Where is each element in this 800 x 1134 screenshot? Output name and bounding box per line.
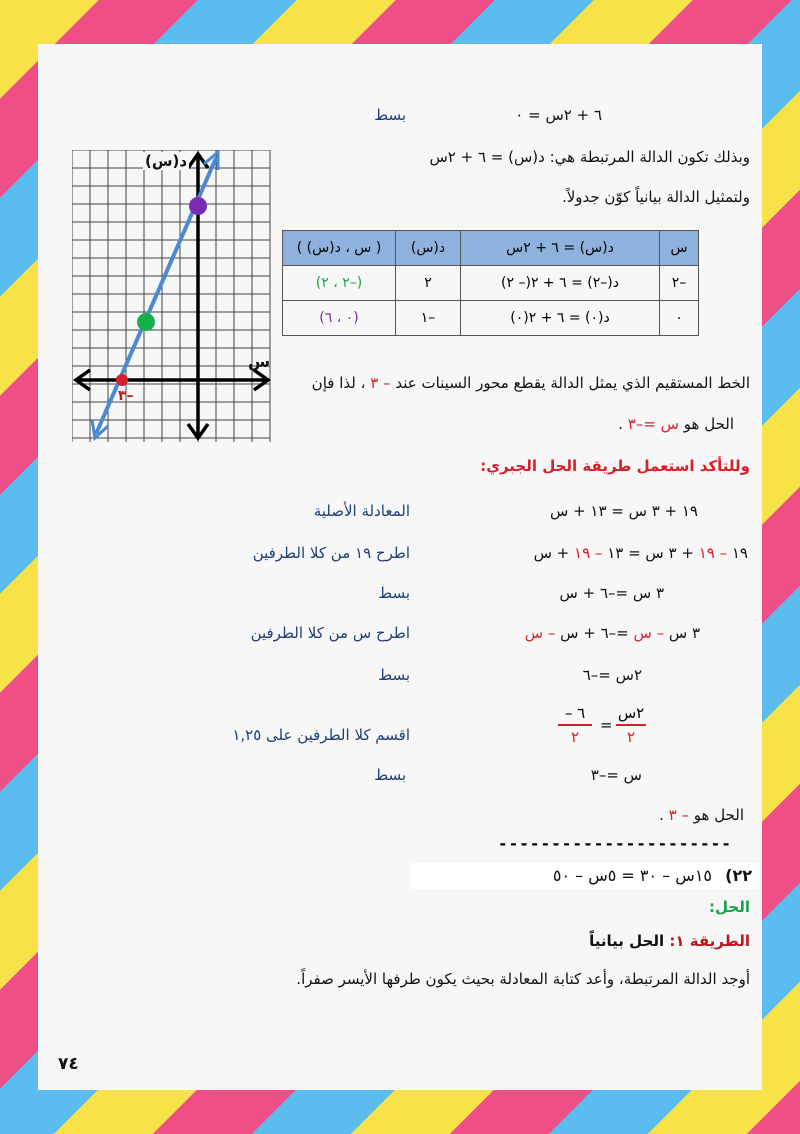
point-table (137, 313, 155, 331)
step-equation: ١٩ + ٣ س = ١٣ + س (549, 502, 698, 520)
table-intro-text: ولتمثيل الدالة بيانياً كوّن جدولاً. (561, 188, 750, 206)
question-equation: ١٥س – ٣٠ = ٥س – ٥٠ (552, 866, 712, 885)
final-answer: الحل هو – ٣ . (659, 806, 744, 824)
step-equation: س =–٣ (590, 766, 642, 784)
table-header: د(س) (396, 231, 461, 266)
step-note: بسط (374, 766, 406, 784)
fraction-right: – ٦ ٢ (558, 704, 592, 746)
table-cell: –١ (396, 301, 461, 336)
equation-line: ٦ + ٢س = ٠ (515, 106, 602, 124)
step-note: بسط (374, 106, 406, 124)
table-cell: ٠ (660, 301, 699, 336)
x-intercept-label: –٣ (118, 388, 134, 404)
y-axis-label: د(س) (145, 152, 188, 170)
table-cell: د(٠) = ٦ + ٢(٠) (461, 301, 660, 336)
page-number: ٧٤ (58, 1054, 79, 1074)
question-number: ٢٢) (725, 866, 752, 885)
related-function-text: وبذلك تكون الدالة المرتبطة هي: د(س) = ٦ + ٢س (429, 148, 750, 166)
step-note: بسط (378, 666, 410, 684)
solution-label: الحل: (709, 898, 750, 916)
step-note: اطرح س من كلا الطرفين (250, 624, 410, 642)
table-header-row (283, 231, 699, 266)
algebra-heading: وللتأكد استعمل طريقة الحل الجبري: (480, 457, 750, 475)
graph-solution: الحل هو س =–٣ . (618, 415, 734, 433)
table-header: س (660, 231, 699, 266)
point-x-intercept (116, 374, 128, 386)
table-cell: (٠ ، ٦) (283, 301, 396, 336)
section-divider: ---------------------- (498, 834, 732, 853)
step-equation: ٣ س =–٦ + س (559, 584, 664, 602)
step-equation: ٣ س – س =–٦ + س – س (524, 624, 700, 642)
table-row (283, 266, 699, 301)
table-cell: (–٢ ، ٢) (283, 266, 396, 301)
graph-grid (72, 150, 270, 442)
step-equation: ١٩ – ١٩ + ٣ س = ١٣ – ١٩ + س (533, 544, 748, 562)
step-note: المعادلة الأصلية (313, 502, 410, 520)
point-y-intercept (189, 197, 207, 215)
table-row (283, 301, 699, 336)
method-heading: الطريقة ١: الحل بيانياً (589, 932, 750, 950)
table-cell: د(–٢) = ٦ + ٢(– ٢) (461, 266, 660, 301)
graph-axes (76, 154, 271, 438)
table-header: د(س) = ٦ + ٢س (461, 231, 660, 266)
step-note: اقسم كلا الطرفين على ١,٢٥ (232, 726, 410, 744)
method-instructions: أوجد الدالة المرتبطة، وأعد كتابة المعادلة بحيث يكون طرفها الأيسر صفراً. (296, 970, 750, 988)
table-header: ( س ، د(س) ) (283, 231, 396, 266)
x-axis-label: س (248, 352, 271, 371)
table-cell: –٢ (660, 266, 699, 301)
step-equation: ٢س =–٦ (582, 666, 642, 684)
step-note: اطرح ١٩ من كلا الطرفين (252, 544, 410, 562)
values-table (282, 230, 699, 336)
page-sheet (38, 44, 762, 1090)
table-cell: ٢ (396, 266, 461, 301)
question-22 (410, 863, 760, 889)
step-note: بسط (378, 584, 410, 602)
function-graph (72, 150, 272, 442)
graph-explanation: الخط المستقيم الذي يمثل الدالة يقطع محور السينات عند – ٣ ، لذا فإن (311, 374, 750, 392)
equals-sign: = (600, 716, 613, 734)
fraction-left: ٢س ٢ (617, 704, 645, 746)
